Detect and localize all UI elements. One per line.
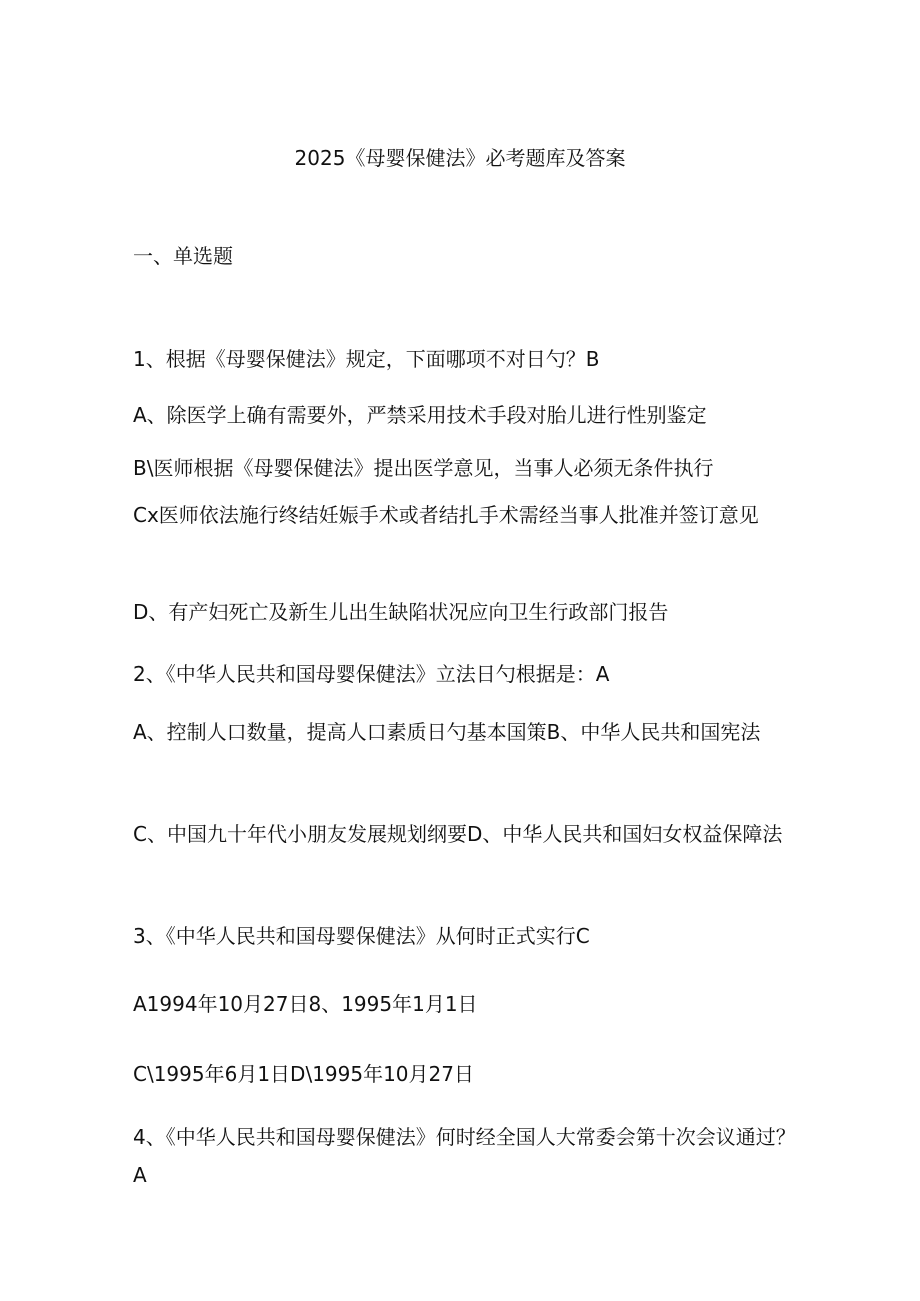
question-1-option-c: Cx医师依法施行终结妊娠手术或者结扎手术需经当事人批准并签订意见 [133, 503, 759, 527]
question-3-option-cd: C\1995年6月1日D\1995年10月27日 [133, 1062, 474, 1086]
question-1-option-b: B\医师根据《母婴保健法》提出医学意见，当事人必须无条件执行 [133, 456, 714, 480]
question-1-option-a: A、除医学上确有需要外，严禁采用技术手段对胎儿进行性别鉴定 [133, 403, 707, 427]
question-3-stem: 3、《中华人民共和国母婴保健法》从何时正式实行C [133, 924, 590, 948]
question-2-option-ab: A、控制人口数量，提高人口素质日勺基本国策B、中华人民共和国宪法 [133, 720, 761, 744]
question-2-option-cd: C、中国九十年代小朋友发展规划纲要D、中华人民共和国妇女权益保障法 [133, 822, 783, 846]
question-3-option-ab: A1994年10月27日8、1995年1月1日 [133, 992, 478, 1016]
question-1-stem: 1、根据《母婴保健法》规定，下面哪项不对日勺？B [133, 347, 600, 371]
section-heading: 一、单选题 [133, 244, 233, 268]
question-1-option-d: D、有产妇死亡及新生儿出生缺陷状况应向卫生行政部门报告 [133, 600, 669, 624]
question-4-stem: 4、《中华人民共和国母婴保健法》何时经全国人大常委会第十次会议通过？A [133, 1125, 796, 1187]
document-title: 2025《母婴保健法》必考题库及答案 [294, 146, 626, 170]
question-2-stem: 2、《中华人民共和国母婴保健法》立法日勺根据是：A [133, 662, 610, 686]
